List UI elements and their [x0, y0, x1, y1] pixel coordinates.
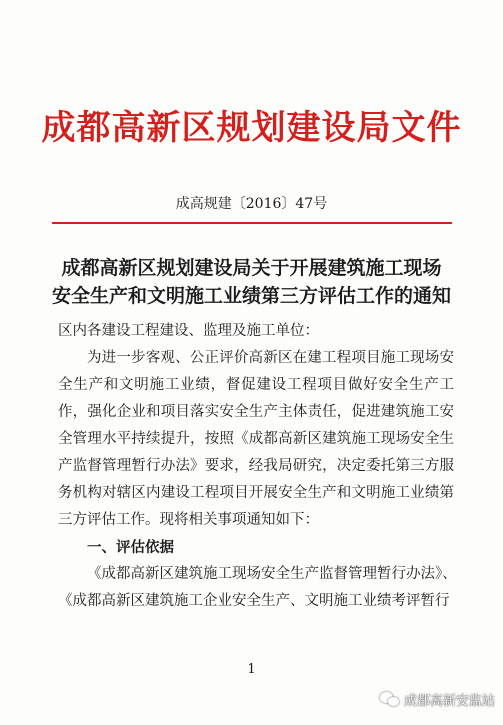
- section-text-line-2: 《成都高新区建筑施工企业安全生产、文明施工业绩考评暂行: [58, 593, 450, 609]
- notice-body: [58, 318, 457, 615]
- issuer-header: 成都高新区规划建设局文件: [41, 108, 462, 148]
- wechat-icon: [380, 692, 400, 708]
- section-heading: 一、评估依据: [87, 539, 174, 556]
- section-text-line-1: 《成都高新区建筑施工现场安全生产监督管理暂行办法》、: [87, 566, 457, 582]
- notice-title-line-1: 成都高新区规划建设局关于开展建筑施工现场: [61, 257, 442, 279]
- document-number: 成高规建〔2016〕47号: [175, 196, 328, 212]
- watermark: [380, 690, 495, 709]
- red-divider: [52, 222, 452, 224]
- watermark-text: 成都高新安监站: [403, 694, 495, 709]
- recipient-line: 区内各建设工程建设、监理及施工单位：: [58, 323, 319, 339]
- page-number: 1: [247, 662, 256, 677]
- intro-paragraph: 为进一步客观、公正评价高新区在建工程项目施工现场安全生产和文明施工业绩，督促建设工程项目做好安全生产工作，强化企业和项目落实安全生产主体责任，促进建筑施工安全管理水平持续提升，按照《成都高新区建筑施工现场安全生产监督管理暂行办法》要求，经我局研究，决定委托第三方服务机构对辖区内建设工程项目开展安全生产和文明施工业绩第三方评估工作。现将相关事项通知如下：: [58, 350, 454, 528]
- notice-title: [0, 254, 503, 310]
- notice-title-line-2: 安全生产和文明施工业绩第三方评估工作的通知: [51, 285, 451, 307]
